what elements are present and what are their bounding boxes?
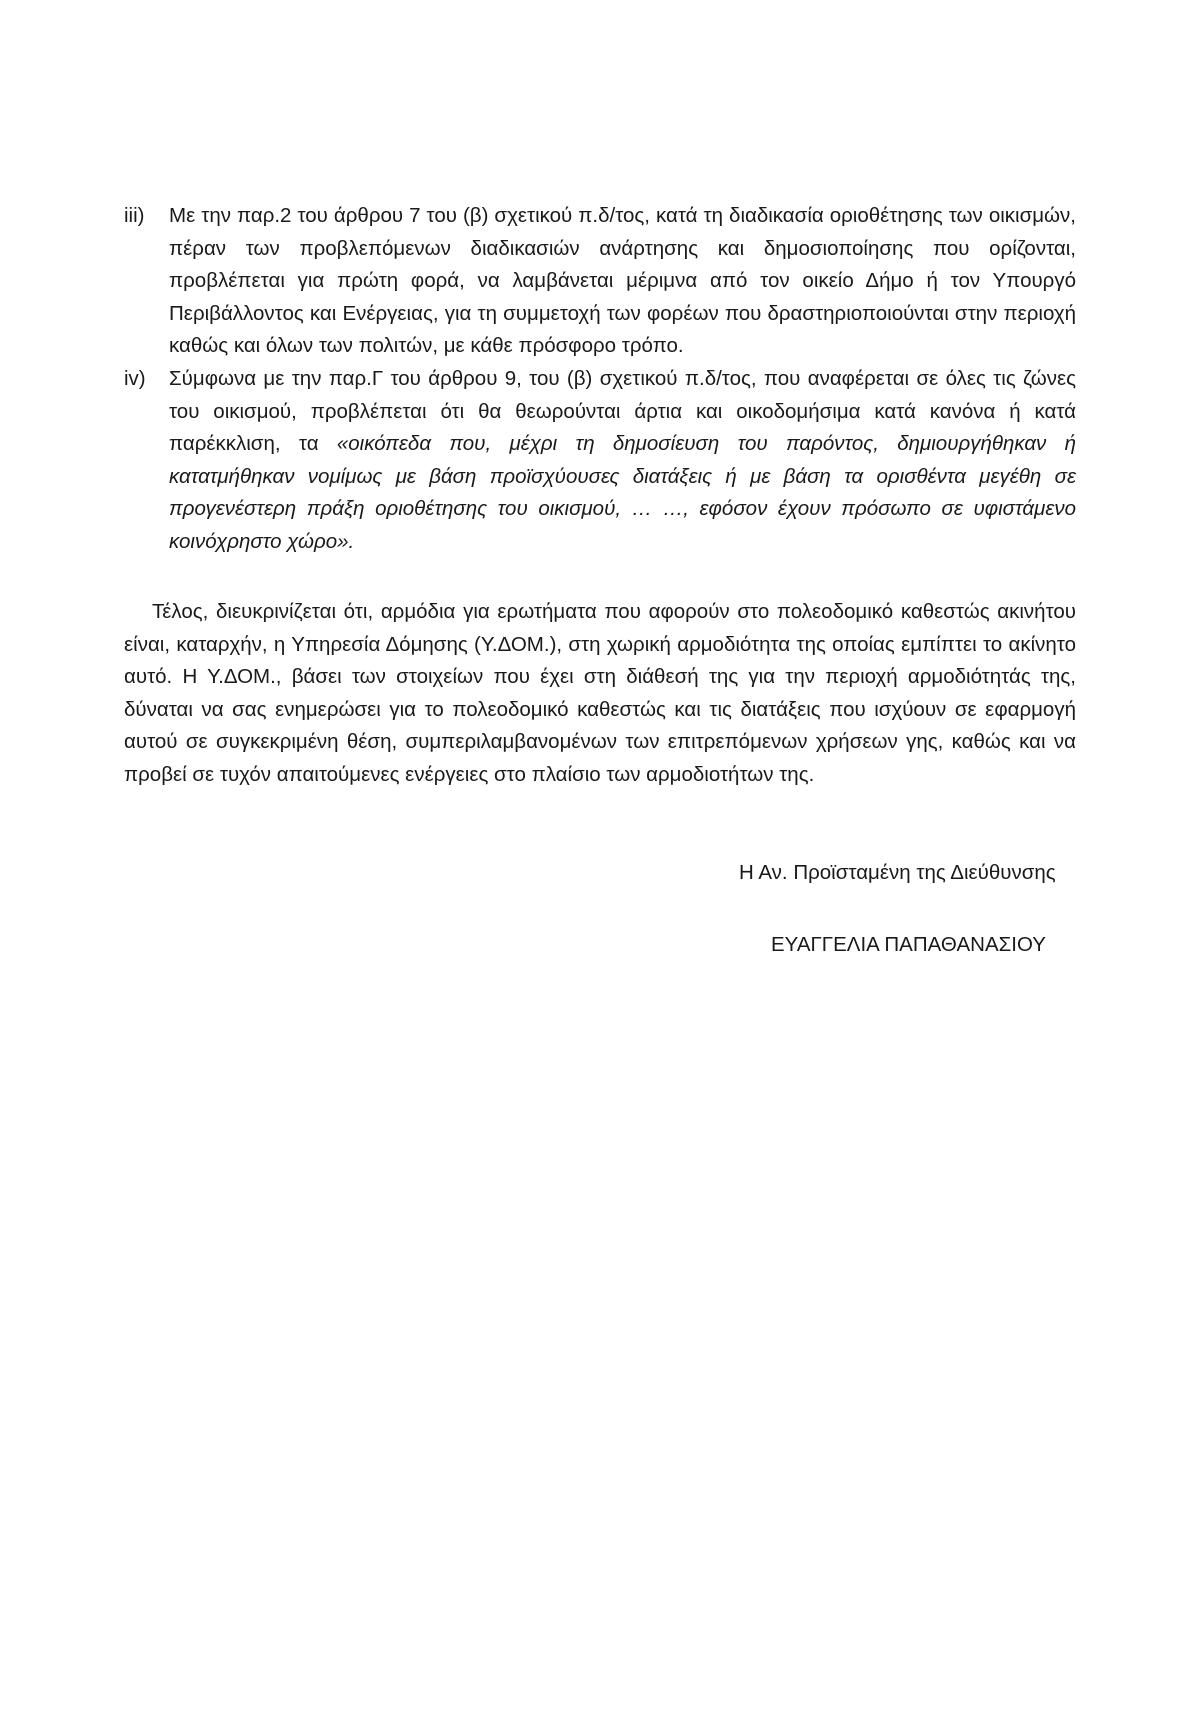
list-item [124,200,1076,363]
closing-paragraph: Τέλος, διευκρινίζεται ότι, αρμόδια για ερωτήματα που αφορούν στο πολεοδομικό καθεστώς ακινήτου είναι, καταρχήν, η Υπηρεσία Δόμησης (Υ.ΔΟΜ.), στη χωρική αρμοδιότητα της οποίας εμπίπτει το ακίνητο αυτό. Η Υ.ΔΟΜ., βάσει των στοιχείων που έχει στη διάθεσή της για την περιοχή αρμοδιότητάς της, δύναται να σας ενημερώσει για το πολεοδομικό καθεστώς και τις διατάξεις που ισχύουν σε εφαρμογή αυτού σε συγκεκριμένη θέση, συμπεριλαμβανομένων των επιτρεπόμενων χρήσεων γης, καθώς και να προβεί σε τυχόν απαιτούμενες ενέργειες στο πλαίσιο των αρμοδιοτήτων της. [124,600,1076,786]
list-item-text: Με την παρ.2 του άρθρου 7 του (β) σχετικού π.δ/τος, κατά τη διαδικασία οριοθέτησης των οικισμών, πέραν των προβλεπόμενων διαδικασιών ανάρτησης και δημοσιοποίησης που ορίζονται, προβλέπεται για πρώτη φορά, να λαμβάνεται μέριμνα από τον οικείο Δήμο ή τον Υπουργό Περιβάλλοντος και Ενέργειας, για τη συμμετοχή των φορέων που δραστηριοποιούνται στην περιοχή καθώς και όλων των πολιτών, με κάθε πρόσφορο τρόπο. [169,204,1076,358]
numbered-list [124,200,1076,559]
list-item [124,363,1076,559]
list-item-marker: iii) [124,204,145,227]
quoted-provision: «οικόπεδα που, μέχρι τη δημοσίευση του παρόντος, δημιουργήθηκαν ή κατατμήθηκαν νομίμως με βάση προϊσχύουσες διατάξεις ή με βάση τα ορισθέντα μεγέθη σε προγενέστερη πράξη οριοθέτησης του οικισμού, … …, εφόσον έχουν πρόσωπο σε υφιστάμενο κοινόχρηστο χώρο». [169,432,1076,553]
list-item-body [169,363,1076,559]
signature-title: Η Αν. Προϊσταμένη της Διεύθυνσης [739,861,1056,884]
list-item-marker: iv) [124,366,146,390]
signature-name: ΕΥΑΓΓΕΛΙΑ ΠΑΠΑΘΑΝΑΣΙΟΥ [771,933,1046,956]
list-item-text: Σύμφωνα με την παρ.Γ του άρθρου 9, του (β) σχετικού π.δ/τος, που αναφέρεται σε όλες τις ζώνες του οικισμού, προβλέπεται ότι θα θεωρούνται άρτια και οικοδομήσιμα κατά κανόνα ή κατά παρέκκλιση, τα [169,366,1076,456]
